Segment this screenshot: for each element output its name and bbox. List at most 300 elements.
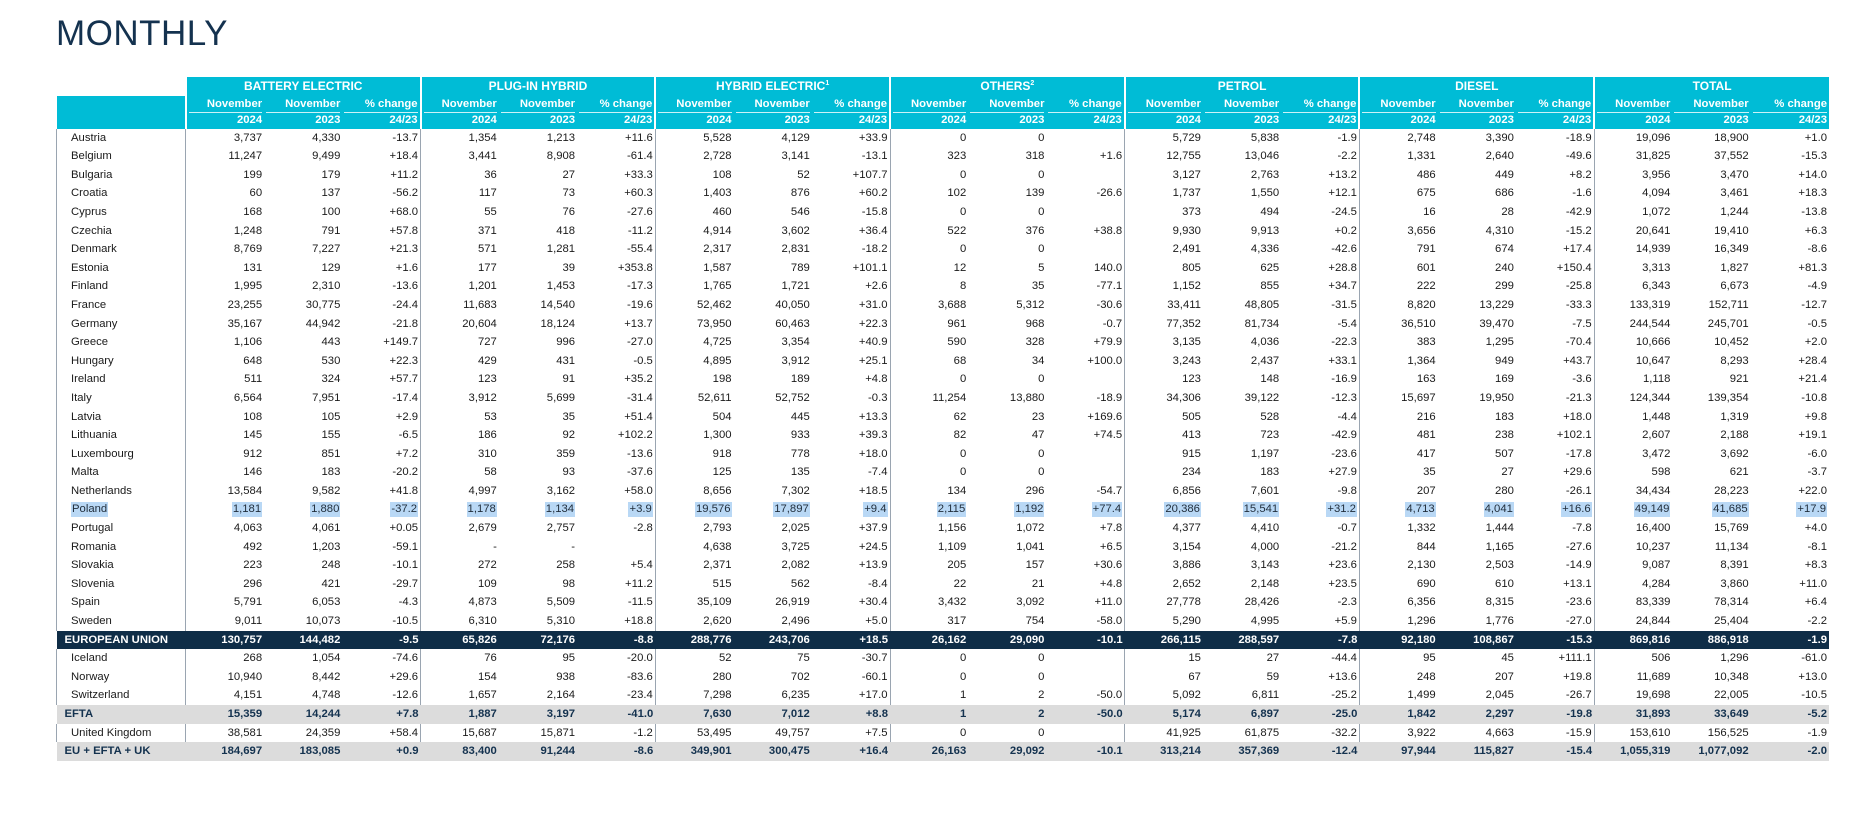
cell-value: 2,188 — [1720, 429, 1749, 442]
cell-value: 1 — [959, 708, 967, 720]
value-cell — [186, 147, 264, 166]
value-cell — [1438, 463, 1516, 482]
cell-value: +18.0 — [858, 447, 888, 460]
cell-value: 14,244 — [305, 708, 341, 720]
cell-value: -2.8 — [633, 522, 653, 535]
cell-value: 3,912 — [781, 354, 810, 367]
percent-change-cell — [1516, 686, 1594, 705]
cell-value: 324 — [321, 373, 341, 386]
cell-value: 35 — [562, 410, 576, 423]
value-cell — [1438, 631, 1516, 650]
cell-value: 3,461 — [1720, 187, 1749, 200]
country-name: Luxembourg — [71, 447, 134, 460]
value-cell — [1672, 426, 1750, 445]
percent-change-cell — [1751, 631, 1829, 650]
cell-value: 675 — [1416, 187, 1436, 200]
cell-value: 3,922 — [1407, 726, 1436, 739]
percent-change-cell — [812, 296, 890, 315]
value-cell — [968, 519, 1046, 538]
percent-change-cell — [1751, 519, 1829, 538]
percent-change-cell — [1046, 686, 1124, 705]
cell-value: 67 — [1188, 670, 1201, 683]
value-cell — [1594, 426, 1672, 445]
country-name: EUROPEAN UNION — [64, 633, 169, 646]
percent-change-cell — [577, 575, 655, 594]
cell-value: +34.7 — [1328, 280, 1357, 293]
value-cell — [1438, 668, 1516, 687]
column-header — [1046, 96, 1124, 129]
cell-value: 0 — [1038, 131, 1045, 144]
value-cell — [1125, 538, 1203, 557]
cell-value: 530 — [321, 354, 341, 367]
value-cell — [968, 259, 1046, 278]
value-cell — [1594, 296, 1672, 315]
country-name: Italy — [71, 391, 92, 404]
cell-value: 19,698 — [1635, 689, 1671, 702]
group-header-label: PETROL — [1217, 79, 1267, 94]
cell-value: 76 — [484, 652, 497, 665]
cell-value: 23 — [1031, 410, 1045, 423]
value-cell — [1203, 296, 1281, 315]
percent-change-cell — [342, 277, 420, 296]
percent-change-cell — [1281, 389, 1359, 408]
cell-value: -10.1 — [1096, 633, 1123, 646]
cell-value: 10,348 — [1714, 670, 1749, 683]
value-cell — [1125, 686, 1203, 705]
cell-value: 4,036 — [1250, 336, 1280, 349]
cell-value: 9,011 — [234, 615, 263, 628]
cell-value: 4,336 — [1250, 243, 1280, 256]
value-cell — [1594, 593, 1672, 612]
percent-change-cell — [342, 259, 420, 278]
cell-value: 371 — [477, 224, 497, 237]
cell-value: 205 — [947, 559, 967, 572]
value-cell — [1594, 631, 1672, 650]
value-cell — [1203, 482, 1281, 501]
value-cell — [264, 129, 342, 148]
cell-value: 522 — [947, 224, 967, 237]
value-cell — [499, 705, 577, 724]
value-cell — [499, 129, 577, 148]
subtotal-row — [57, 705, 1830, 724]
value-cell — [1359, 556, 1437, 575]
cell-value: +12.1 — [1328, 187, 1357, 200]
cell-value: +11.2 — [625, 577, 653, 590]
cell-value: 5,528 — [703, 131, 732, 144]
percent-change-cell — [1516, 370, 1594, 389]
value-cell — [1359, 649, 1437, 668]
country-cell — [57, 203, 186, 222]
value-cell — [655, 426, 733, 445]
percent-change-cell — [812, 649, 890, 668]
value-cell — [1359, 240, 1437, 259]
value-cell — [1359, 296, 1437, 315]
value-cell — [421, 129, 499, 148]
percent-change-cell — [342, 426, 420, 445]
cell-value: 1,072 — [1016, 522, 1045, 535]
cell-value: 3,656 — [1407, 224, 1436, 237]
cell-value: +57.8 — [389, 224, 419, 237]
column-header-line1: November — [189, 97, 262, 113]
cell-value: 154 — [477, 670, 497, 683]
cell-value: 3,441 — [468, 150, 497, 163]
cell-value: 7,012 — [781, 708, 810, 720]
cell-value: -15.3 — [1566, 633, 1593, 646]
cell-value: 8,315 — [1485, 596, 1514, 609]
column-header — [734, 96, 812, 129]
cell-value: 25,404 — [1714, 615, 1749, 628]
cell-value: 1,077,092 — [1698, 745, 1749, 758]
value-cell — [421, 538, 499, 557]
cell-value: 7,951 — [312, 391, 341, 404]
value-cell — [264, 240, 342, 259]
cell-value: 146 — [243, 466, 263, 479]
country-name: Hungary — [71, 354, 114, 367]
country-cell — [57, 147, 186, 166]
percent-change-cell — [1281, 612, 1359, 631]
value-cell — [1672, 389, 1750, 408]
cell-value: 81,734 — [1244, 317, 1280, 330]
cell-value: -0.5 — [1807, 317, 1827, 330]
cell-value: 30,775 — [305, 298, 341, 311]
value-cell — [499, 240, 577, 259]
value-cell — [1203, 556, 1281, 575]
percent-change-cell — [1516, 649, 1594, 668]
cell-value: 108 — [243, 410, 263, 423]
cell-value: 431 — [556, 354, 576, 367]
cell-value: -16.9 — [1331, 373, 1357, 386]
value-cell — [499, 500, 577, 519]
cell-value: 1,192 — [1015, 503, 1044, 516]
percent-change-cell — [1281, 352, 1359, 371]
value-cell — [421, 463, 499, 482]
value-cell — [1203, 668, 1281, 687]
cell-value: +16.6 — [1562, 503, 1591, 516]
percent-change-cell — [812, 203, 890, 222]
percent-change-cell — [577, 724, 655, 743]
cell-value: 2,148 — [1250, 577, 1280, 590]
percent-change-cell — [1751, 408, 1829, 427]
country-name: Portugal — [71, 522, 114, 535]
country-name: Netherlands — [71, 484, 132, 497]
cell-value: 789 — [790, 261, 810, 274]
cell-value: 125 — [712, 466, 732, 479]
value-cell — [655, 184, 733, 203]
country-name: Norway — [71, 670, 110, 683]
cell-value: 318 — [1025, 150, 1045, 163]
cell-value: 5,509 — [546, 596, 576, 609]
cell-value: 4,663 — [1485, 726, 1514, 739]
percent-change-cell — [1516, 315, 1594, 334]
value-cell — [968, 556, 1046, 575]
value-cell — [1672, 593, 1750, 612]
table-row — [57, 147, 1830, 166]
percent-change-cell — [1281, 147, 1359, 166]
percent-change-cell — [577, 556, 655, 575]
country-cell — [57, 166, 186, 185]
cell-value: -10.1 — [1096, 745, 1123, 758]
value-cell — [421, 724, 499, 743]
percent-change-cell — [577, 315, 655, 334]
cell-value: +102.1 — [1556, 429, 1592, 442]
cell-value: -10.5 — [1801, 689, 1827, 702]
value-cell — [499, 352, 577, 371]
country-cell — [57, 482, 186, 501]
cell-value: 4,873 — [468, 596, 497, 609]
group-header-label: HYBRID ELECTRIC — [716, 79, 826, 94]
cell-value: 3,737 — [233, 131, 263, 144]
country-name: Sweden — [71, 615, 112, 628]
value-cell — [968, 575, 1046, 594]
cell-value: 610 — [1495, 577, 1514, 590]
cell-value: -6.0 — [1807, 447, 1827, 460]
percent-change-cell — [812, 556, 890, 575]
value-cell — [499, 538, 577, 557]
column-header-line2: 2024 — [1175, 113, 1201, 126]
value-cell — [968, 463, 1046, 482]
cell-value: -15.3 — [1801, 150, 1827, 163]
value-cell — [421, 742, 499, 761]
cell-value: 8,442 — [312, 670, 341, 683]
cell-value: 1,444 — [1485, 522, 1514, 535]
cell-value: 3,390 — [1485, 131, 1514, 144]
cell-value: 60 — [249, 187, 263, 200]
cell-value: 323 — [947, 150, 967, 163]
table-row — [57, 352, 1830, 371]
percent-change-cell — [1751, 277, 1829, 296]
cell-value: -2.3 — [1337, 596, 1357, 609]
value-cell — [1672, 742, 1750, 761]
column-header-line2: 2023 — [1254, 113, 1280, 126]
value-cell — [1125, 240, 1203, 259]
column-header-line1: November — [1597, 97, 1670, 113]
cell-value: 41,925 — [1166, 726, 1201, 739]
value-cell — [968, 277, 1046, 296]
value-cell — [1438, 277, 1516, 296]
value-cell — [655, 408, 733, 427]
value-cell — [1125, 519, 1203, 538]
cell-value: 19,576 — [695, 503, 731, 516]
cell-value: 413 — [1182, 429, 1201, 442]
value-cell — [499, 203, 577, 222]
value-cell — [655, 296, 733, 315]
value-cell — [499, 575, 577, 594]
value-cell — [734, 222, 812, 241]
cell-value: 95 — [562, 652, 576, 665]
cell-value: 6,856 — [1172, 484, 1201, 497]
value-cell — [1359, 370, 1437, 389]
cell-value: 73 — [562, 187, 576, 200]
cell-value: -30.6 — [1096, 298, 1123, 311]
value-cell — [734, 370, 812, 389]
cell-value: -9.8 — [1337, 484, 1357, 497]
value-cell — [264, 482, 342, 501]
column-header-line1: % change — [1048, 97, 1121, 113]
country-name: EFTA — [64, 708, 94, 720]
cell-value: +4.8 — [865, 373, 888, 386]
percent-change-cell — [1516, 519, 1594, 538]
cell-value: -23.6 — [1331, 447, 1357, 460]
percent-change-cell — [812, 277, 890, 296]
value-cell — [734, 445, 812, 464]
cell-value: 13,229 — [1479, 298, 1514, 311]
value-cell — [1125, 463, 1203, 482]
cell-value: 674 — [1495, 243, 1514, 256]
value-cell — [1359, 612, 1437, 631]
percent-change-cell — [577, 370, 655, 389]
percent-change-cell — [342, 147, 420, 166]
percent-change-cell — [577, 147, 655, 166]
percent-change-cell — [1751, 352, 1829, 371]
cell-value: 15,769 — [1714, 522, 1749, 535]
cell-value: 3,470 — [1720, 168, 1749, 181]
percent-change-cell — [1751, 259, 1829, 278]
cell-value: 0 — [1038, 205, 1045, 218]
value-cell — [890, 333, 968, 352]
percent-change-cell — [1516, 668, 1594, 687]
cell-value: -50.0 — [1096, 689, 1123, 702]
value-cell — [1125, 668, 1203, 687]
cell-value: 723 — [1260, 429, 1280, 442]
value-cell — [1203, 519, 1281, 538]
cell-value: 1,201 — [468, 280, 497, 293]
cell-value: +30.4 — [858, 596, 888, 609]
cell-value: 35 — [1031, 280, 1045, 293]
cell-value: 3,143 — [1250, 559, 1280, 572]
value-cell — [421, 222, 499, 241]
cell-value: 19,950 — [1479, 391, 1514, 404]
value-cell — [1359, 668, 1437, 687]
cell-value: 1,453 — [546, 280, 576, 293]
cell-value: 62 — [953, 410, 967, 423]
cell-value: 18,900 — [1714, 131, 1749, 144]
cell-value: 5,791 — [233, 596, 263, 609]
percent-change-cell — [1281, 500, 1359, 519]
cell-value: 3,092 — [1016, 596, 1045, 609]
cell-value: 199 — [243, 168, 263, 181]
group-header-label: TOTAL — [1692, 79, 1732, 94]
cell-value: 373 — [1182, 205, 1201, 218]
column-header-line1: % change — [344, 97, 417, 113]
value-cell — [264, 724, 342, 743]
cell-value: -15.4 — [1566, 745, 1593, 758]
cell-value: 515 — [712, 577, 732, 590]
cell-value: -59.1 — [392, 540, 419, 553]
value-cell — [1594, 742, 1672, 761]
cell-value: 35 — [1423, 466, 1436, 479]
cell-value: 3,472 — [1642, 447, 1671, 460]
value-cell — [890, 352, 968, 371]
percent-change-cell — [1516, 184, 1594, 203]
percent-change-cell — [1046, 129, 1124, 148]
cell-value: 15,697 — [1401, 391, 1436, 404]
cell-value: 2 — [1038, 689, 1045, 702]
value-cell — [1359, 408, 1437, 427]
table-row — [57, 129, 1830, 148]
cell-value: 4,094 — [1642, 187, 1671, 200]
table-row — [57, 500, 1830, 519]
cell-value: 2,620 — [703, 615, 732, 628]
value-cell — [968, 184, 1046, 203]
cell-value: 359 — [556, 447, 576, 460]
cell-value: 207 — [1416, 484, 1436, 497]
cell-value: +18.3 — [1798, 187, 1827, 200]
cell-value: -3.6 — [1572, 373, 1592, 386]
value-cell — [186, 631, 264, 650]
cell-value: +3.9 — [629, 503, 652, 516]
value-cell — [655, 315, 733, 334]
cell-value: +17.0 — [858, 689, 888, 702]
column-header-line2: 2024 — [236, 113, 263, 126]
cell-value: -19.6 — [627, 298, 653, 311]
cell-value: 22 — [953, 577, 967, 590]
cell-value: 855 — [1260, 280, 1280, 293]
cell-value: 248 — [321, 559, 341, 572]
cell-value: +60.2 — [858, 187, 888, 200]
value-cell — [421, 389, 499, 408]
percent-change-cell — [1281, 296, 1359, 315]
cell-value: 78,314 — [1714, 596, 1749, 609]
cell-value: 791 — [321, 224, 341, 237]
cell-value: 58 — [484, 466, 497, 479]
cell-value: -61.0 — [1801, 652, 1827, 665]
value-cell — [499, 556, 577, 575]
value-cell — [1125, 482, 1203, 501]
cell-value: 296 — [243, 577, 263, 590]
value-cell — [890, 668, 968, 687]
value-cell — [1672, 277, 1750, 296]
cell-value: 4,748 — [312, 689, 341, 702]
cell-value: 38,581 — [227, 726, 263, 739]
cell-value: 73,950 — [696, 317, 732, 330]
value-cell — [1594, 686, 1672, 705]
value-cell — [421, 333, 499, 352]
cell-value: 18,124 — [540, 317, 576, 330]
table-row — [57, 389, 1830, 408]
cell-value: 2,491 — [1172, 243, 1201, 256]
cell-value: 1,300 — [703, 429, 732, 442]
cell-value: +150.4 — [1556, 261, 1592, 274]
cell-value: -5.2 — [1807, 708, 1827, 720]
cell-value: 27,778 — [1166, 596, 1201, 609]
cell-value: +9.8 — [1804, 410, 1827, 423]
cell-value: -1.2 — [633, 726, 653, 739]
cell-value: 6,356 — [1407, 596, 1436, 609]
cell-value: 137 — [321, 187, 341, 200]
cell-value: +2.6 — [865, 280, 888, 293]
cell-value: 328 — [1025, 336, 1045, 349]
table-row — [57, 519, 1830, 538]
value-cell — [499, 593, 577, 612]
value-cell — [890, 222, 968, 241]
cell-value: 10,666 — [1635, 336, 1671, 349]
cell-value: 876 — [790, 187, 810, 200]
value-cell — [1203, 277, 1281, 296]
value-cell — [1672, 222, 1750, 241]
value-cell — [968, 724, 1046, 743]
value-cell — [734, 686, 812, 705]
value-cell — [499, 333, 577, 352]
value-cell — [186, 742, 264, 761]
percent-change-cell — [1046, 575, 1124, 594]
cell-value: 5,312 — [1016, 298, 1045, 311]
cell-value: +23.5 — [1328, 577, 1357, 590]
column-header — [1359, 96, 1437, 129]
registrations-table-wrapper — [56, 77, 1829, 761]
table-row — [57, 166, 1830, 185]
value-cell — [264, 612, 342, 631]
value-cell — [734, 277, 812, 296]
